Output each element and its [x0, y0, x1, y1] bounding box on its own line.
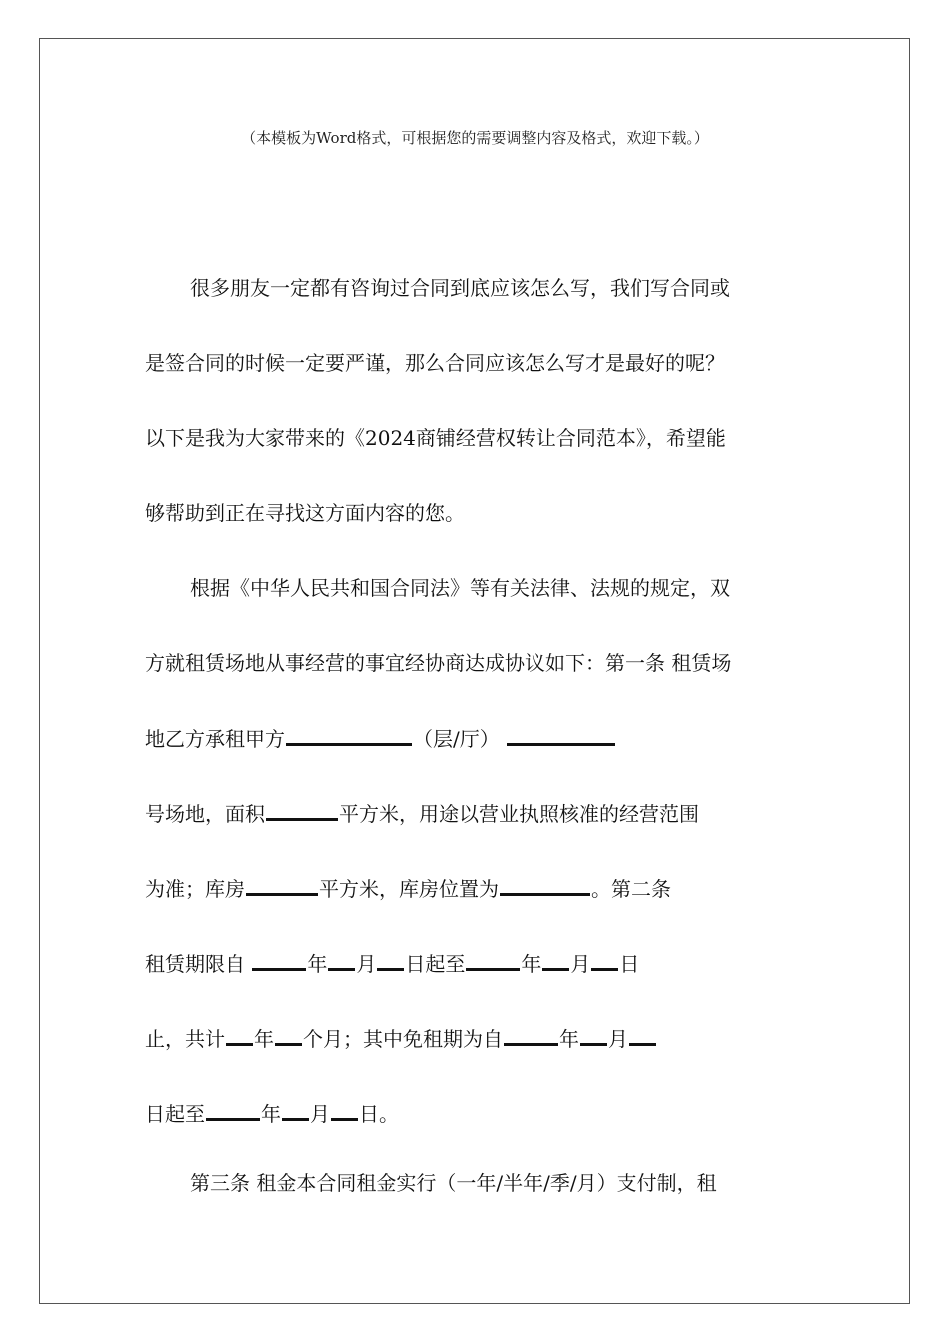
- body-text-segment: 月: [356, 952, 377, 976]
- body-text-segment: 方就租赁场地从事经营的事宜经协商达成协议如下：第一条 租赁场: [145, 651, 732, 675]
- body-text-segment: 平方米，用途以营业执照核准的经营范围: [339, 802, 699, 826]
- fill-in-blank[interactable]: [226, 1025, 253, 1046]
- body-line: [145, 575, 730, 601]
- body-text-segment: 年: [261, 1102, 281, 1126]
- body-text-segment: 日起至: [405, 952, 466, 976]
- fill-in-blank[interactable]: [377, 950, 404, 971]
- body-line: [145, 500, 465, 526]
- fill-in-blank[interactable]: [246, 875, 318, 896]
- body-text-segment: 平方米，库房位置为: [319, 877, 499, 901]
- fill-in-blank[interactable]: [504, 1025, 558, 1046]
- body-text-segment: 年: [521, 952, 542, 976]
- body-text-segment: 日起至: [145, 1102, 205, 1126]
- fill-in-blank[interactable]: [580, 1025, 607, 1046]
- body-line: [145, 725, 616, 752]
- body-text-segment: 月: [310, 1102, 330, 1126]
- fill-in-blank[interactable]: [282, 1100, 309, 1121]
- body-line: [145, 275, 730, 301]
- body-text-segment: （层/厅）: [413, 727, 507, 751]
- body-text-segment: 个月；其中免租期为自: [303, 1027, 503, 1051]
- body-text-segment: 年: [559, 1027, 579, 1051]
- fill-in-blank[interactable]: [542, 950, 569, 971]
- body-line: [145, 1170, 717, 1196]
- fill-in-blank[interactable]: [331, 1100, 358, 1121]
- fill-in-blank[interactable]: [466, 950, 520, 971]
- body-line: [145, 875, 671, 902]
- fill-in-blank[interactable]: [275, 1025, 302, 1046]
- body-text-segment: 月: [570, 952, 591, 976]
- fill-in-blank[interactable]: [206, 1100, 260, 1121]
- body-text-segment: 够帮助到正在寻找这方面内容的您。: [145, 501, 465, 525]
- body-line: [145, 800, 699, 827]
- body-text-segment: 止，共计: [145, 1027, 225, 1051]
- body-text-segment: 年: [254, 1027, 274, 1051]
- body-text-segment: 日: [619, 952, 640, 976]
- body-line: [145, 350, 725, 376]
- body-text-segment: 年: [307, 952, 328, 976]
- body-text-segment: 日。: [359, 1102, 399, 1126]
- body-text-segment: 以下是我为大家带来的《2024商铺经营权转让合同范本》，希望能: [145, 426, 726, 450]
- body-text-segment: 第三条 租金本合同租金实行（一年/半年/季/月）支付制，租: [190, 1171, 717, 1195]
- fill-in-blank[interactable]: [629, 1025, 656, 1046]
- fill-in-blank[interactable]: [507, 725, 615, 746]
- body-line: [145, 950, 639, 977]
- fill-in-blank[interactable]: [328, 950, 355, 971]
- body-text-segment: 。第二条: [591, 877, 671, 901]
- body-line: [145, 650, 731, 676]
- fill-in-blank[interactable]: [500, 875, 590, 896]
- body-text-segment: 号场地，面积: [145, 802, 265, 826]
- fill-in-blank[interactable]: [252, 950, 306, 971]
- body-text-segment: 地乙方承租甲方: [145, 727, 285, 751]
- body-text-segment: 为准；库房: [145, 877, 245, 901]
- fill-in-blank[interactable]: [286, 725, 412, 746]
- fill-in-blank[interactable]: [266, 800, 338, 821]
- template-note: （本模板为Word格式，可根据您的需要调整内容及格式，欢迎下载。）: [241, 129, 709, 147]
- body-text-segment: 是签合同的时候一定要严谨，那么合同应该怎么写才是最好的呢？: [145, 351, 725, 375]
- body-line: [145, 1025, 657, 1052]
- body-text-segment: 租赁期限自: [145, 952, 252, 976]
- body-text-segment: 根据《中华人民共和国合同法》等有关法律、法规的规定，双: [190, 576, 730, 600]
- body-text-segment: 月: [608, 1027, 628, 1051]
- body-line: [145, 425, 726, 451]
- body-line: [145, 1100, 399, 1127]
- fill-in-blank[interactable]: [591, 950, 618, 971]
- body-text-segment: 很多朋友一定都有咨询过合同到底应该怎么写，我们写合同或: [190, 276, 730, 300]
